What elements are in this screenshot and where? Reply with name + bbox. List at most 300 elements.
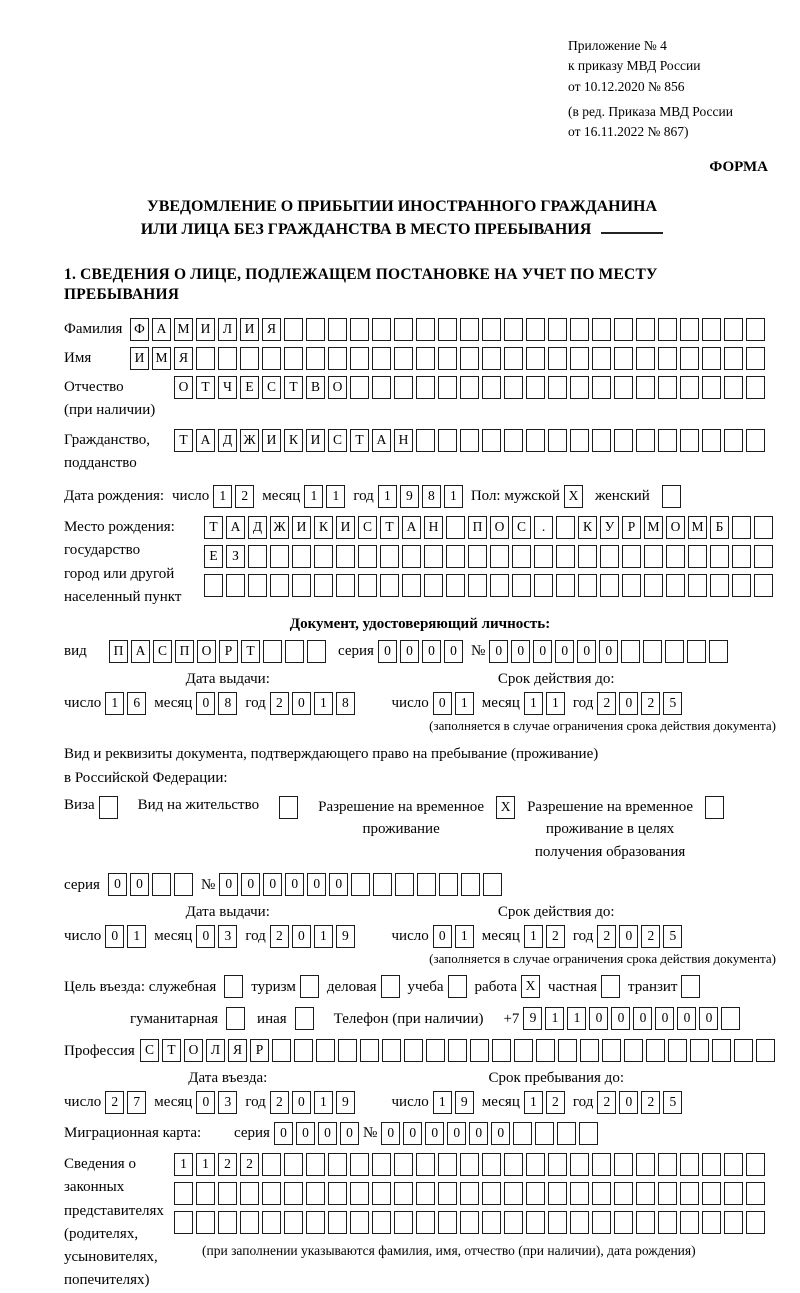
- form-cell[interactable]: [328, 1182, 347, 1205]
- form-cell[interactable]: [284, 318, 303, 341]
- form-cell[interactable]: [482, 318, 501, 341]
- form-cell[interactable]: [470, 1039, 489, 1062]
- form-cell[interactable]: И: [292, 516, 311, 539]
- form-cell[interactable]: [394, 1182, 413, 1205]
- form-cell[interactable]: 9: [336, 1091, 355, 1114]
- form-cell[interactable]: [328, 318, 347, 341]
- form-cell[interactable]: П: [175, 640, 194, 663]
- form-cell[interactable]: [417, 873, 436, 896]
- form-cell[interactable]: 0: [307, 873, 326, 896]
- form-cell[interactable]: А: [372, 429, 391, 452]
- form-cell[interactable]: О: [197, 640, 216, 663]
- form-cell[interactable]: О: [184, 1039, 203, 1062]
- form-cell[interactable]: 0: [619, 925, 638, 948]
- form-cell[interactable]: 9: [523, 1007, 542, 1030]
- form-cell[interactable]: [622, 545, 641, 568]
- form-cell[interactable]: [513, 1122, 532, 1145]
- form-cell[interactable]: 9: [336, 925, 355, 948]
- form-cell[interactable]: [416, 1182, 435, 1205]
- form-cell[interactable]: [592, 429, 611, 452]
- form-cell[interactable]: И: [262, 429, 281, 452]
- form-cell[interactable]: 2: [597, 692, 616, 715]
- form-cell[interactable]: [556, 574, 575, 597]
- form-cell[interactable]: [526, 429, 545, 452]
- form-cell[interactable]: [483, 873, 502, 896]
- form-cell[interactable]: Ч: [218, 376, 237, 399]
- form-cell[interactable]: [504, 347, 523, 370]
- form-cell[interactable]: [734, 1039, 753, 1062]
- form-cell[interactable]: [358, 545, 377, 568]
- checkbox-male[interactable]: X: [564, 485, 583, 508]
- form-cell[interactable]: [535, 1122, 554, 1145]
- form-cell[interactable]: С: [328, 429, 347, 452]
- form-cell[interactable]: [394, 347, 413, 370]
- form-cell[interactable]: 0: [577, 640, 596, 663]
- checkbox-temp-residence[interactable]: X: [496, 796, 515, 819]
- form-cell[interactable]: [468, 545, 487, 568]
- form-cell[interactable]: [504, 1211, 523, 1234]
- form-cell[interactable]: 2: [240, 1153, 259, 1176]
- form-cell[interactable]: 1: [326, 485, 345, 508]
- form-cell[interactable]: [504, 429, 523, 452]
- form-cell[interactable]: 0: [425, 1122, 444, 1145]
- form-cell[interactable]: [482, 347, 501, 370]
- form-cell[interactable]: [636, 318, 655, 341]
- form-cell[interactable]: 1: [545, 1007, 564, 1030]
- form-cell[interactable]: [570, 1153, 589, 1176]
- form-cell[interactable]: Т: [174, 429, 193, 452]
- form-cell[interactable]: [460, 347, 479, 370]
- form-cell[interactable]: [732, 516, 751, 539]
- form-cell[interactable]: [460, 429, 479, 452]
- form-cell[interactable]: [746, 1211, 765, 1234]
- form-cell[interactable]: [438, 318, 457, 341]
- form-cell[interactable]: [724, 1182, 743, 1205]
- form-cell[interactable]: [658, 1211, 677, 1234]
- form-cell[interactable]: [621, 640, 640, 663]
- form-cell[interactable]: [534, 545, 553, 568]
- form-cell[interactable]: 5: [663, 925, 682, 948]
- form-cell[interactable]: [548, 318, 567, 341]
- form-cell[interactable]: [702, 1182, 721, 1205]
- form-cell[interactable]: [306, 1211, 325, 1234]
- form-cell[interactable]: [416, 376, 435, 399]
- form-cell[interactable]: [710, 545, 729, 568]
- form-cell[interactable]: 1: [213, 485, 232, 508]
- form-cell[interactable]: 0: [296, 1122, 315, 1145]
- form-cell[interactable]: 0: [241, 873, 260, 896]
- form-cell[interactable]: [196, 347, 215, 370]
- form-cell[interactable]: [373, 873, 392, 896]
- form-cell[interactable]: С: [140, 1039, 159, 1062]
- form-cell[interactable]: [724, 376, 743, 399]
- form-cell[interactable]: И: [306, 429, 325, 452]
- form-cell[interactable]: А: [152, 318, 171, 341]
- form-cell[interactable]: [724, 1153, 743, 1176]
- form-cell[interactable]: [284, 1211, 303, 1234]
- form-cell[interactable]: 2: [546, 1091, 565, 1114]
- form-cell[interactable]: Е: [204, 545, 223, 568]
- form-cell[interactable]: М: [644, 516, 663, 539]
- form-cell[interactable]: 0: [318, 1122, 337, 1145]
- form-cell[interactable]: [636, 347, 655, 370]
- form-cell[interactable]: [614, 1182, 633, 1205]
- form-cell[interactable]: [248, 574, 267, 597]
- form-cell[interactable]: 0: [433, 925, 452, 948]
- form-cell[interactable]: 0: [340, 1122, 359, 1145]
- form-cell[interactable]: [263, 640, 282, 663]
- form-cell[interactable]: [262, 347, 281, 370]
- form-cell[interactable]: [492, 1039, 511, 1062]
- form-cell[interactable]: [306, 1182, 325, 1205]
- form-cell[interactable]: 1: [304, 485, 323, 508]
- form-cell[interactable]: [350, 347, 369, 370]
- form-cell[interactable]: 1: [524, 1091, 543, 1114]
- form-cell[interactable]: 1: [314, 925, 333, 948]
- form-cell[interactable]: [580, 1039, 599, 1062]
- form-cell[interactable]: [504, 376, 523, 399]
- form-cell[interactable]: Т: [350, 429, 369, 452]
- form-cell[interactable]: [438, 1182, 457, 1205]
- form-cell[interactable]: [372, 318, 391, 341]
- form-cell[interactable]: .: [534, 516, 553, 539]
- form-cell[interactable]: 0: [433, 692, 452, 715]
- form-cell[interactable]: 1: [444, 485, 463, 508]
- form-cell[interactable]: [416, 318, 435, 341]
- form-cell[interactable]: [272, 1039, 291, 1062]
- form-cell[interactable]: 0: [381, 1122, 400, 1145]
- form-cell[interactable]: [644, 574, 663, 597]
- form-cell[interactable]: [460, 1182, 479, 1205]
- form-cell[interactable]: [204, 574, 223, 597]
- form-cell[interactable]: О: [490, 516, 509, 539]
- form-cell[interactable]: 1: [433, 1091, 452, 1114]
- form-cell[interactable]: [732, 545, 751, 568]
- checkbox-residence-permit[interactable]: [279, 796, 298, 819]
- form-cell[interactable]: 1: [567, 1007, 586, 1030]
- form-cell[interactable]: [724, 318, 743, 341]
- form-cell[interactable]: [262, 1153, 281, 1176]
- form-cell[interactable]: Л: [206, 1039, 225, 1062]
- form-cell[interactable]: [680, 347, 699, 370]
- form-cell[interactable]: 0: [378, 640, 397, 663]
- form-cell[interactable]: [416, 1153, 435, 1176]
- form-cell[interactable]: [746, 1153, 765, 1176]
- form-cell[interactable]: 0: [196, 1091, 215, 1114]
- form-cell[interactable]: Е: [240, 376, 259, 399]
- form-cell[interactable]: [394, 318, 413, 341]
- form-cell[interactable]: [658, 1153, 677, 1176]
- form-cell[interactable]: [294, 1039, 313, 1062]
- form-cell[interactable]: [558, 1039, 577, 1062]
- form-cell[interactable]: [328, 347, 347, 370]
- form-cell[interactable]: [557, 1122, 576, 1145]
- checkbox-purpose-tourism[interactable]: [300, 975, 319, 998]
- form-cell[interactable]: 2: [641, 925, 660, 948]
- form-cell[interactable]: [724, 347, 743, 370]
- form-cell[interactable]: 0: [511, 640, 530, 663]
- form-cell[interactable]: С: [358, 516, 377, 539]
- form-cell[interactable]: [536, 1039, 555, 1062]
- form-cell[interactable]: Б: [710, 516, 729, 539]
- form-cell[interactable]: Т: [204, 516, 223, 539]
- form-cell[interactable]: И: [240, 318, 259, 341]
- form-cell[interactable]: [754, 516, 773, 539]
- form-cell[interactable]: [702, 347, 721, 370]
- form-cell[interactable]: [460, 1153, 479, 1176]
- form-cell[interactable]: 8: [336, 692, 355, 715]
- form-cell[interactable]: [702, 376, 721, 399]
- form-cell[interactable]: О: [666, 516, 685, 539]
- form-cell[interactable]: [614, 1153, 633, 1176]
- form-cell[interactable]: Ж: [270, 516, 289, 539]
- form-cell[interactable]: [248, 545, 267, 568]
- form-cell[interactable]: [351, 873, 370, 896]
- form-cell[interactable]: [570, 1211, 589, 1234]
- form-cell[interactable]: [424, 545, 443, 568]
- form-cell[interactable]: [548, 429, 567, 452]
- form-cell[interactable]: Я: [262, 318, 281, 341]
- checkbox-female[interactable]: [662, 485, 681, 508]
- form-cell[interactable]: [646, 1039, 665, 1062]
- form-cell[interactable]: [614, 318, 633, 341]
- form-cell[interactable]: 0: [655, 1007, 674, 1030]
- form-cell[interactable]: С: [262, 376, 281, 399]
- form-cell[interactable]: [490, 574, 509, 597]
- form-cell[interactable]: 3: [218, 925, 237, 948]
- form-cell[interactable]: [746, 347, 765, 370]
- form-cell[interactable]: [592, 1211, 611, 1234]
- form-cell[interactable]: [424, 574, 443, 597]
- form-cell[interactable]: М: [152, 347, 171, 370]
- form-cell[interactable]: [724, 1211, 743, 1234]
- form-cell[interactable]: [687, 640, 706, 663]
- form-cell[interactable]: [372, 1153, 391, 1176]
- form-cell[interactable]: К: [314, 516, 333, 539]
- form-cell[interactable]: Д: [218, 429, 237, 452]
- form-cell[interactable]: [600, 574, 619, 597]
- form-cell[interactable]: [446, 574, 465, 597]
- form-cell[interactable]: Т: [162, 1039, 181, 1062]
- form-cell[interactable]: [292, 545, 311, 568]
- form-cell[interactable]: [614, 376, 633, 399]
- form-cell[interactable]: [448, 1039, 467, 1062]
- form-cell[interactable]: 8: [422, 485, 441, 508]
- form-cell[interactable]: [372, 347, 391, 370]
- form-cell[interactable]: [666, 545, 685, 568]
- form-cell[interactable]: [665, 640, 684, 663]
- form-cell[interactable]: [306, 318, 325, 341]
- form-cell[interactable]: Ж: [240, 429, 259, 452]
- form-cell[interactable]: Ф: [130, 318, 149, 341]
- form-cell[interactable]: [504, 1153, 523, 1176]
- form-cell[interactable]: [526, 376, 545, 399]
- form-cell[interactable]: Я: [228, 1039, 247, 1062]
- form-cell[interactable]: 2: [235, 485, 254, 508]
- form-cell[interactable]: 5: [663, 692, 682, 715]
- form-cell[interactable]: Д: [248, 516, 267, 539]
- form-cell[interactable]: [592, 347, 611, 370]
- form-cell[interactable]: [482, 376, 501, 399]
- form-cell[interactable]: [556, 545, 575, 568]
- form-cell[interactable]: [306, 347, 325, 370]
- form-cell[interactable]: [512, 574, 531, 597]
- form-cell[interactable]: [548, 1153, 567, 1176]
- form-cell[interactable]: [460, 376, 479, 399]
- form-cell[interactable]: [680, 376, 699, 399]
- form-cell[interactable]: [446, 545, 465, 568]
- form-cell[interactable]: [328, 1211, 347, 1234]
- form-cell[interactable]: [702, 1211, 721, 1234]
- form-cell[interactable]: [416, 429, 435, 452]
- form-cell[interactable]: [614, 347, 633, 370]
- form-cell[interactable]: 3: [218, 1091, 237, 1114]
- form-cell[interactable]: 0: [619, 692, 638, 715]
- form-cell[interactable]: 0: [196, 925, 215, 948]
- form-cell[interactable]: [416, 347, 435, 370]
- form-cell[interactable]: [658, 347, 677, 370]
- form-cell[interactable]: [460, 1211, 479, 1234]
- form-cell[interactable]: [578, 545, 597, 568]
- form-cell[interactable]: [666, 574, 685, 597]
- form-cell[interactable]: Т: [196, 376, 215, 399]
- form-cell[interactable]: 0: [489, 640, 508, 663]
- form-cell[interactable]: [218, 1211, 237, 1234]
- form-cell[interactable]: [350, 1182, 369, 1205]
- form-cell[interactable]: С: [512, 516, 531, 539]
- form-cell[interactable]: [754, 574, 773, 597]
- checkbox-purpose-other[interactable]: [295, 1007, 314, 1030]
- form-cell[interactable]: 0: [699, 1007, 718, 1030]
- form-cell[interactable]: [196, 1182, 215, 1205]
- form-cell[interactable]: [240, 1211, 259, 1234]
- form-cell[interactable]: 2: [597, 925, 616, 948]
- form-cell[interactable]: Р: [622, 516, 641, 539]
- form-cell[interactable]: Р: [219, 640, 238, 663]
- form-cell[interactable]: [504, 318, 523, 341]
- form-cell[interactable]: [512, 545, 531, 568]
- form-cell[interactable]: [526, 1153, 545, 1176]
- form-cell[interactable]: 9: [400, 485, 419, 508]
- form-cell[interactable]: [592, 1153, 611, 1176]
- form-cell[interactable]: 2: [270, 925, 289, 948]
- checkbox-temp-residence-edu[interactable]: [705, 796, 724, 819]
- form-cell[interactable]: [262, 1182, 281, 1205]
- form-cell[interactable]: [680, 1211, 699, 1234]
- form-cell[interactable]: [690, 1039, 709, 1062]
- form-cell[interactable]: [570, 318, 589, 341]
- form-cell[interactable]: [636, 1182, 655, 1205]
- form-cell[interactable]: [658, 1182, 677, 1205]
- form-cell[interactable]: [710, 574, 729, 597]
- form-cell[interactable]: [174, 1182, 193, 1205]
- form-cell[interactable]: [394, 376, 413, 399]
- form-cell[interactable]: [680, 1153, 699, 1176]
- checkbox-purpose-work[interactable]: X: [521, 975, 540, 998]
- form-cell[interactable]: 0: [108, 873, 127, 896]
- form-cell[interactable]: [636, 1211, 655, 1234]
- form-cell[interactable]: [240, 1182, 259, 1205]
- form-cell[interactable]: [284, 1153, 303, 1176]
- form-cell[interactable]: 0: [599, 640, 618, 663]
- form-cell[interactable]: [336, 574, 355, 597]
- form-cell[interactable]: [482, 1211, 501, 1234]
- form-cell[interactable]: [482, 429, 501, 452]
- form-cell[interactable]: [688, 545, 707, 568]
- form-cell[interactable]: [438, 1153, 457, 1176]
- form-cell[interactable]: [438, 376, 457, 399]
- form-cell[interactable]: [262, 1211, 281, 1234]
- form-cell[interactable]: [350, 1153, 369, 1176]
- form-cell[interactable]: [668, 1039, 687, 1062]
- form-cell[interactable]: 2: [597, 1091, 616, 1114]
- form-cell[interactable]: А: [402, 516, 421, 539]
- form-cell[interactable]: О: [174, 376, 193, 399]
- form-cell[interactable]: [643, 640, 662, 663]
- form-cell[interactable]: [461, 873, 480, 896]
- form-cell[interactable]: 0: [329, 873, 348, 896]
- form-cell[interactable]: [438, 1211, 457, 1234]
- form-cell[interactable]: 0: [292, 692, 311, 715]
- form-cell[interactable]: [402, 545, 421, 568]
- form-cell[interactable]: [372, 1211, 391, 1234]
- form-cell[interactable]: 0: [292, 925, 311, 948]
- form-cell[interactable]: 1: [105, 692, 124, 715]
- form-cell[interactable]: [152, 873, 171, 896]
- form-cell[interactable]: Н: [424, 516, 443, 539]
- form-cell[interactable]: [270, 545, 289, 568]
- form-cell[interactable]: [534, 574, 553, 597]
- form-cell[interactable]: 0: [589, 1007, 608, 1030]
- checkbox-visa[interactable]: [99, 796, 118, 819]
- form-cell[interactable]: 7: [127, 1091, 146, 1114]
- form-cell[interactable]: [380, 574, 399, 597]
- form-cell[interactable]: [382, 1039, 401, 1062]
- form-cell[interactable]: [658, 429, 677, 452]
- form-cell[interactable]: [636, 1153, 655, 1176]
- form-cell[interactable]: А: [196, 429, 215, 452]
- form-cell[interactable]: К: [284, 429, 303, 452]
- form-cell[interactable]: 0: [292, 1091, 311, 1114]
- form-cell[interactable]: 2: [218, 1153, 237, 1176]
- form-cell[interactable]: 2: [105, 1091, 124, 1114]
- form-cell[interactable]: [526, 347, 545, 370]
- form-cell[interactable]: [709, 640, 728, 663]
- form-cell[interactable]: А: [131, 640, 150, 663]
- form-cell[interactable]: [746, 1182, 765, 1205]
- form-cell[interactable]: [578, 574, 597, 597]
- checkbox-purpose-business[interactable]: [381, 975, 400, 998]
- form-cell[interactable]: [482, 1153, 501, 1176]
- form-cell[interactable]: [614, 1211, 633, 1234]
- form-cell[interactable]: [306, 1153, 325, 1176]
- form-cell[interactable]: [196, 1211, 215, 1234]
- form-cell[interactable]: [570, 347, 589, 370]
- form-cell[interactable]: А: [226, 516, 245, 539]
- form-cell[interactable]: [636, 376, 655, 399]
- form-cell[interactable]: [526, 1211, 545, 1234]
- form-cell[interactable]: 2: [270, 692, 289, 715]
- form-cell[interactable]: [570, 376, 589, 399]
- form-cell[interactable]: [416, 1211, 435, 1234]
- form-cell[interactable]: 1: [455, 692, 474, 715]
- form-cell[interactable]: 0: [491, 1122, 510, 1145]
- form-cell[interactable]: [394, 1153, 413, 1176]
- form-cell[interactable]: М: [174, 318, 193, 341]
- form-cell[interactable]: [504, 1182, 523, 1205]
- form-cell[interactable]: Т: [241, 640, 260, 663]
- form-cell[interactable]: У: [600, 516, 619, 539]
